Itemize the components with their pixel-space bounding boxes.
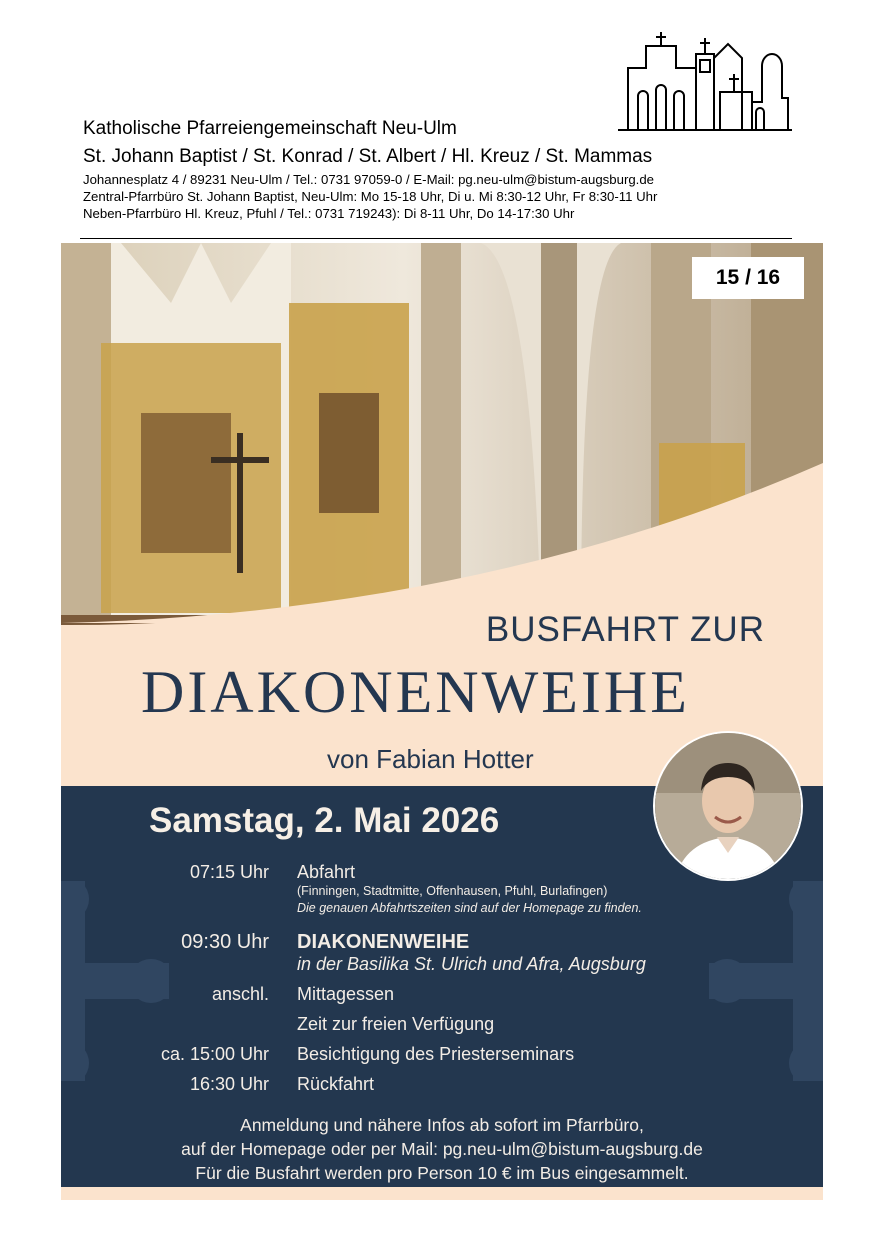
registration-info bbox=[61, 1113, 823, 1185]
footer-line-3: Für die Busfahrt werden pro Person 10 € im Bus eingesammelt. bbox=[195, 1163, 689, 1183]
letterhead bbox=[83, 117, 783, 222]
decor-cross-right-icon bbox=[709, 881, 823, 1081]
bottom-strip bbox=[61, 1187, 823, 1200]
item-return: Rückfahrt bbox=[297, 1074, 375, 1094]
item-ordination bbox=[297, 931, 646, 975]
item-ordination-title: DIAKONENWEIHE bbox=[297, 931, 470, 953]
address-line: Johannesplatz 4 / 89231 Neu-Ulm / Tel.: 0731 97059-0 / E-Mail: pg.neu-ulm@bistum-augsburg.de bbox=[83, 172, 655, 187]
parish-list: St. Johann Baptist / St. Konrad / St. Albert / Hl. Kreuz / St. Mammas bbox=[83, 146, 653, 167]
item-depart-stops: (Finningen, Stadtmitte, Offenhausen, Pfuhl, Burlafingen) bbox=[297, 884, 608, 898]
time-lunch: anschl. bbox=[211, 984, 269, 1004]
item-ordination-place: in der Basilika St. Ulrich und Afra, Augsburg bbox=[297, 954, 646, 974]
footer-line-2: auf der Homepage oder per Mail: pg.neu-ulm@bistum-augsburg.de bbox=[181, 1139, 703, 1159]
portrait-photo bbox=[653, 731, 803, 881]
page-number-badge: 15 / 16 bbox=[692, 257, 804, 299]
item-lunch: Mittagessen bbox=[297, 984, 395, 1004]
central-office-hours: Zentral-Pfarrbüro St. Johann Baptist, Neu-Ulm: Mo 15-18 Uhr, Di u. Mi 8:30-12 Uhr, Fr 8:30-11 Uhr bbox=[83, 189, 658, 204]
title-small: BUSFAHRT ZUR bbox=[485, 610, 765, 649]
org-name: Katholische Pfarreiengemeinschaft Neu-Ulm bbox=[83, 118, 457, 139]
time-seminary: ca. 15:00 Uhr bbox=[160, 1044, 269, 1064]
byline: von Fabian Hotter bbox=[327, 744, 534, 774]
peach-wave-top bbox=[61, 463, 823, 623]
side-office-hours: Neben-Pfarrbüro Hl. Kreuz, Pfuhl / Tel.: 0731 719243): Di 8-11 Uhr, Do 14-17:30 Uhr bbox=[83, 206, 575, 221]
item-free-time: Zeit zur freien Verfügung bbox=[297, 1014, 495, 1034]
header-divider bbox=[80, 238, 792, 239]
title-main: DIAKONENWEIHE bbox=[141, 659, 690, 725]
time-ordination: 09:30 Uhr bbox=[181, 931, 269, 953]
footer-line-1: Anmeldung und nähere Infos ab sofort im Pfarrbüro, bbox=[240, 1115, 644, 1135]
item-seminary: Besichtigung des Priesterseminars bbox=[297, 1044, 575, 1064]
item-depart-title: Abfahrt bbox=[297, 862, 356, 882]
event-date: Samstag, 2. Mai 2026 bbox=[149, 801, 500, 840]
item-depart-note: Die genauen Abfahrtszeiten sind auf der Homepage zu finden. bbox=[297, 901, 642, 915]
item-depart bbox=[297, 861, 642, 917]
time-return: 16:30 Uhr bbox=[189, 1074, 269, 1094]
time-depart: 07:15 Uhr bbox=[189, 862, 269, 882]
event-poster bbox=[61, 243, 823, 1200]
